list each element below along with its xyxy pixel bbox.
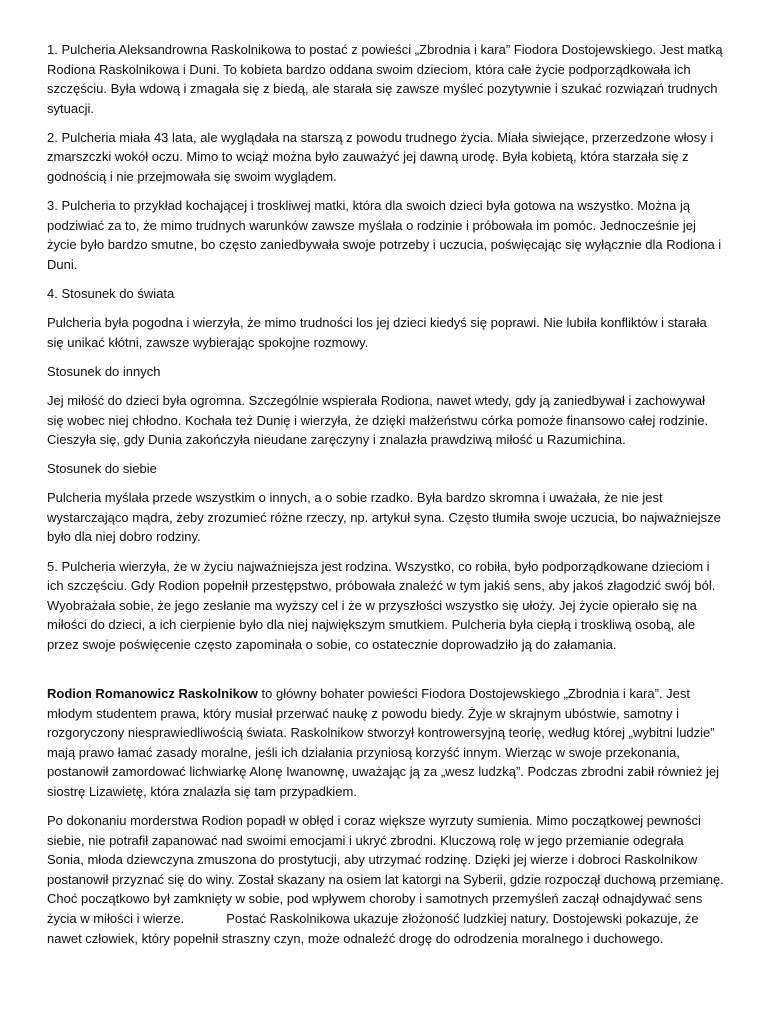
heading-stosunek-do-siebie: Stosunek do siebie [47, 461, 157, 477]
paragraph-1: 1. Pulcheria Aleksandrowna Raskolnikowa to postać z powieści „Zbrodnia i kara” Fiodora Dostojewskiego. Jest matką Rodiona Raskolnikowa i Duni. To kobieta bardzo oddana swoim dzieciom, która całe życie podporządkowała ich szczęściu. Była wdową i zmagała się z biedą, ale starała się zawsze myśleć pozytywnie i szukać rozwiązań trudnych sytuacji. [47, 42, 723, 116]
paragraph-stosunek-do-swiata: Pulcheria była pogodna i wierzyła, że mimo trudności los jej dzieci kiedyś się poprawi. Nie lubiła konfliktów i starała się unikać kłótni, zawsze wybierając spokojne rozmowy. [47, 315, 707, 350]
rodion-name-bold: Rodion Romanowicz Raskolnikow [47, 686, 258, 702]
paragraph-3: 3. Pulcheria to przykład kochającej i troskliwej matki, która dla swoich dzieci była gotowa na wszystko. Można ją podziwiać za to, że mimo trudnych warunków zawsze myślała o rodzinie i próbowała im pomóc. Jednocześnie jej życie było bardzo smutne, bo często zaniedbywała swoje potrzeby i uczucia, poświęcając się wyłącznie dla Rodiona i Duni. [47, 198, 722, 272]
paragraph-rodion-intro [47, 684, 724, 802]
paragraph-rodion-transformation [47, 811, 724, 948]
paragraph-stosunek-do-siebie: Pulcheria myślała przede wszystkim o innych, a o sobie rzadko. Była bardzo skromna i uważała, że nie jest wystarczająco mądra, żeby zrozumieć różne rzeczy, np. artykuł syna. Często tłumiła swoje uczucia, bo najważniejsze było dla niej dobro rodziny. [47, 490, 721, 545]
section-spacer [47, 664, 724, 684]
rodion-transformation-text: Po dokonaniu morderstwa Rodion popadł w obłęd i coraz większe wyrzuty sumienia. Mimo początkowej pewności siebie, nie potrafił zapanować nad swoimi emocjami i ukryć zbrodni. Kluczową rolę w jego przemianie odegrała Sonia, młoda dziewczyna zmuszona do prostytucji, aby utrzymać rodzinę. Dzięki jej wierze i dobroci Raskolnikow postanowił przyznać się do winy. Został skazany na osiem lat katorgi na Syberii, gdzie rozpoczął duchową przemianę. Choć początkowo był zamknięty w sobie, pod wpływem choroby i samotnych przemyśleń zaczął odnajdywać sens życia w miłości i wierze. [47, 813, 724, 927]
heading-stosunek-do-innych: Stosunek do innych [47, 363, 161, 379]
paragraph-stosunek-do-innych: Jej miłość do dzieci była ogromna. Szczególnie wspierała Rodiona, nawet wtedy, gdy ją zaniedbywał i zachowywał się wobec niej chłodno. Kochała też Dunię i wierzyła, że dzięki małżeństwu córka pomoże finansowo całej rodzinie. Cieszyła się, gdy Dunia zakończyła nieudane zaręczyny i znalazła prawdziwą miłość u Razumichina. [47, 392, 709, 448]
rodion-intro-text: to główny bohater powieści Fiodora Dostojewskiego „Zbrodnia i kara”. Jest młodym studentem prawa, który musiał przerwać naukę z powodu biedy. Żyje w skrajnym ubóstwie, samotny i rozgoryczony niesprawiedliwością świata. Raskolnikow stworzył kontrowersyjną teorię, według której „wybitni ludzie” mają prawo łamać zasady moralne, jeśli ich działania przyniosą korzyść innym. Wierząc w swoje przekonania, postanowił zamordować lichwiarkę Alonę Iwanownę, uważając ją za „wesz ludzką”. Podczas zbrodni zabił również jej siostrę Lizawietę, która znalazła się tam przypadkiem. [47, 686, 719, 799]
rodion-conclusion-text: Postać Raskolnikowa ukazuje złożoność ludzkiej natury. Dostojewski pokazuje, że nawet człowiek, który popełnił straszny czyn, może odnaleźć drogę do odrodzenia moralnego i duchowego. [47, 911, 699, 946]
paragraph-5: 5. Pulcheria wierzyła, że w życiu najważniejsza jest rodzina. Wszystko, co robiła, było podporządkowane dzieciom i ich szczęściu. Gdy Rodion popełnił przestępstwo, próbowała znaleźć w tym jakiś sens, aby jakoś złagodzić swój ból. Wyobrażała sobie, że jego zesłanie ma wyższy cel i że w przyszłości wszystko się ułoży. Jej życie opierało się na miłości do dzieci, a ich cierpienie było dla niej największym smutkiem. Pulcheria była ciepłą i troskliwą osobą, ale przez swoje poświęcenie często zapominała o sobie, co ostatecznie doprowadziło ją do załamania. [47, 558, 716, 652]
heading-stosunek-do-swiata: 4. Stosunek do świata [47, 286, 175, 302]
paragraph-2: 2. Pulcheria miała 43 lata, ale wyglądała na starszą z powodu trudnego życia. Miała siwiejące, przerzedzone włosy i zmarszczki wokół oczu. Mimo to wciąż można było zauważyć jej dawną urodę. Była kobietą, która starzała się z godnością i nie przejmowała się swoim wyglądem. [47, 129, 714, 185]
